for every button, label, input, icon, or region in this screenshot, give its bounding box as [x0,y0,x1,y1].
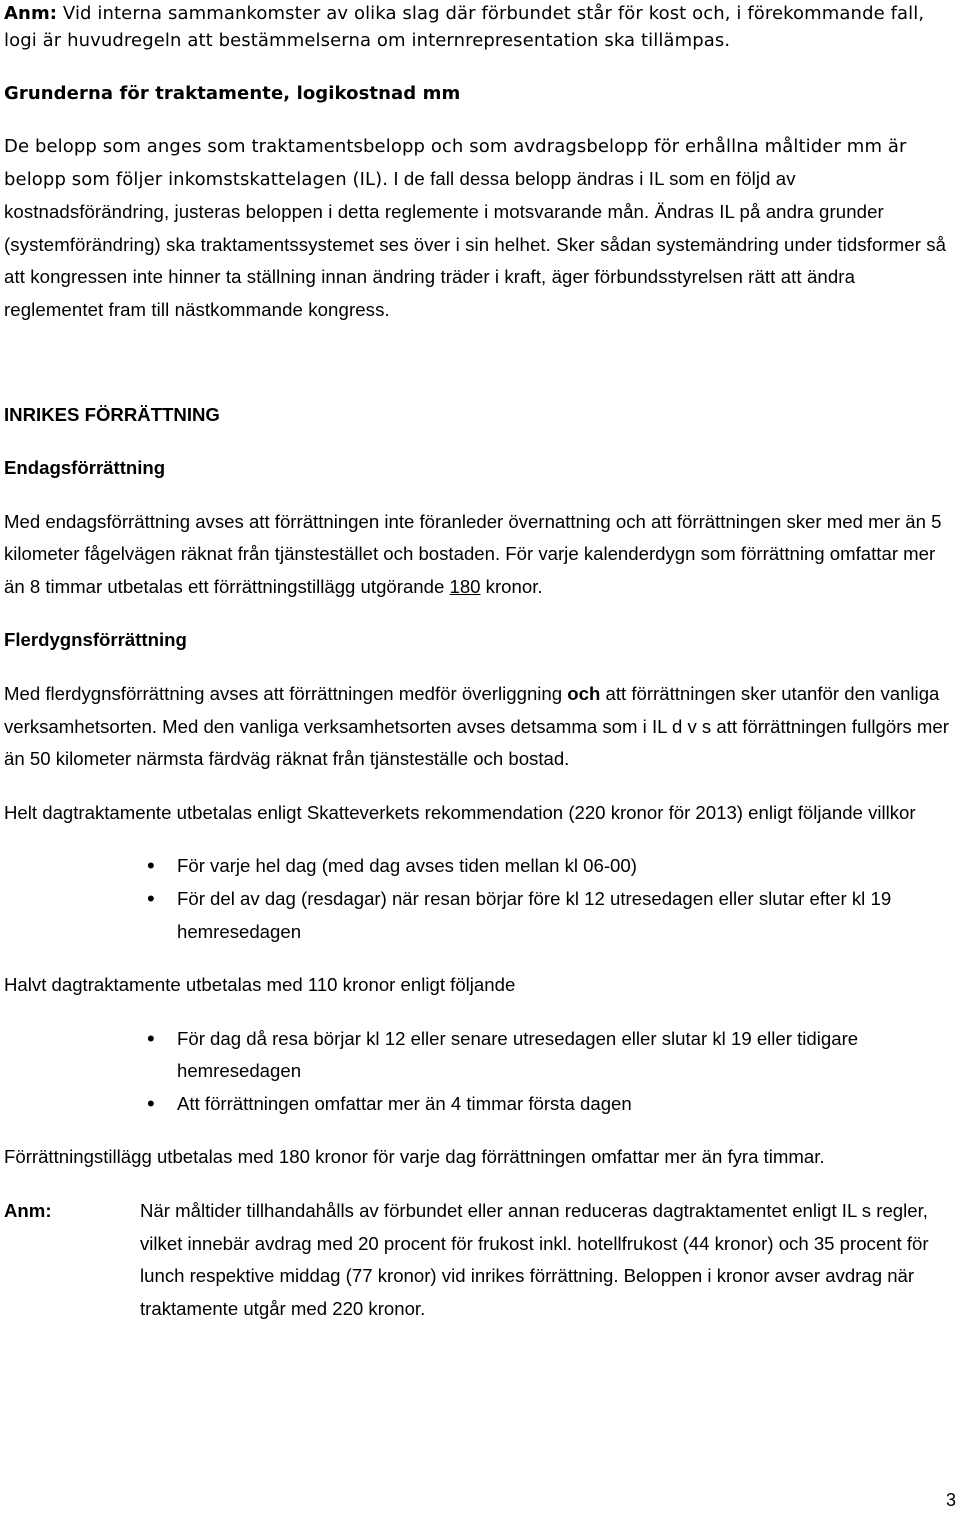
deduction-note-label: Anm: [4,1200,52,1222]
section-title: INRIKES FÖRRÄTTNING [4,404,220,426]
endag-heading: Endagsförrättning [4,456,166,478]
page-number: 3 [945,1490,956,1510]
list-item: • För varje hel dag (med dag avses tiden mellan kl 06-00) [4,850,956,883]
halvt-paragraph: Halvt dagtraktamente utbetalas med 110 kronor enligt följande [4,974,516,996]
helt-paragraph: Helt dagtraktamente utbetalas enligt Skatteverkets rekommendation (220 kronor för 2013) enligt följande villkor [4,801,916,823]
endag-text-end: kronor. [480,575,543,597]
intro-note [4,0,956,54]
flerdag-heading: Flerdygnsförrättning [4,629,187,651]
list-item: • Att förrättningen omfattar mer än 4 timmar första dagen [4,1088,956,1121]
halvt-list [4,1023,956,1121]
main-body [4,399,956,1325]
intro-section [4,0,956,326]
flerdag-text-end: att förrättningen sker utanför den vanliga verksamhetsorten. Med den vanliga verksamhetsorten avses detsamma som i IL d v s att förrättningen fullgörs mer än 50 kilometer närmsta färdväg räknat från tjänsteställe och bostad. [4,682,949,770]
flerdag-paragraph [4,678,956,776]
flerdag-text: Med flerdygnsförrättning avses att förrättningen medför överliggning [4,682,568,704]
grounds-paragraph-part2: I de fall dessa belopp ändras i IL som en följd av kostnadsförändring, justeras beloppen i detta reglemente i motsvarande mån. Ändras IL på andra grunder (systemförändring) ska traktamentssystemet ses över i sin helhet. Sker sådan systemändring under tidsformer så att kongressen inte hinner ta ställning innan ändring träder i kraft, äger förbundsstyrelsen rätt att ändra reglementet fram till nästkommande kongress. [4,168,947,320]
flerdag-bold-word: och [567,682,601,704]
document-page [4,0,956,1325]
deduction-note [4,1195,956,1325]
grounds-paragraph [4,131,956,326]
endag-amount: 180 [449,575,481,597]
intro-note-text: Vid interna sammankomster av olika slag där förbundet står för kost och, i förekommande fall, logi är huvudregeln att bestämmelserna om internrepresentation ska tillämpas. [4,3,925,51]
tillagg-paragraph: Förrättningstillägg utbetalas med 180 kronor för varje dag förrättningen omfattar mer än fyra timmar. [4,1146,825,1168]
list-item: • För del av dag (resdagar) när resan börjar före kl 12 utresedagen eller slutar efter kl 19 hemresedagen [4,883,956,948]
grounds-heading: Grunderna för traktamente, logikostnad mm [4,83,461,104]
endag-text: Med endagsförrättning avses att förrättningen inte föranleder övernattning och att förrättningen sker med mer än 5 kilometer fågelvägen räknat från tjänstestället och bostaden. För varje kalenderdygn som förrättning omfattar mer än 8 timmar utbetalas ett förrättningstillägg utgörande [4,510,942,597]
endag-paragraph [4,506,956,604]
intro-note-label: Anm: [4,3,58,24]
helt-list [4,850,956,948]
grounds-paragraph-part1: De belopp som anges som traktamentsbelopp och som avdragsbelopp för erhållna måltider mm är belopp som följer inkomstskattelagen (IL). [4,136,907,190]
deduction-note-text: När måltider tillhandahålls av förbundet eller annan reduceras dagtraktamentet enligt IL s regler, vilket innebär avdrag med 20 procent för frukost inkl. hotellfrukost (44 kronor) och 35 procent för lunch respektive middag (77 kronor) vid inrikes förrättning. Beloppen i kronor avser avdrag när traktamente utgår med 220 kronor. [140,1200,929,1319]
list-item: • För dag då resa börjar kl 12 eller senare utresedagen eller slutar kl 19 eller tidigare hemresedagen [4,1023,956,1088]
